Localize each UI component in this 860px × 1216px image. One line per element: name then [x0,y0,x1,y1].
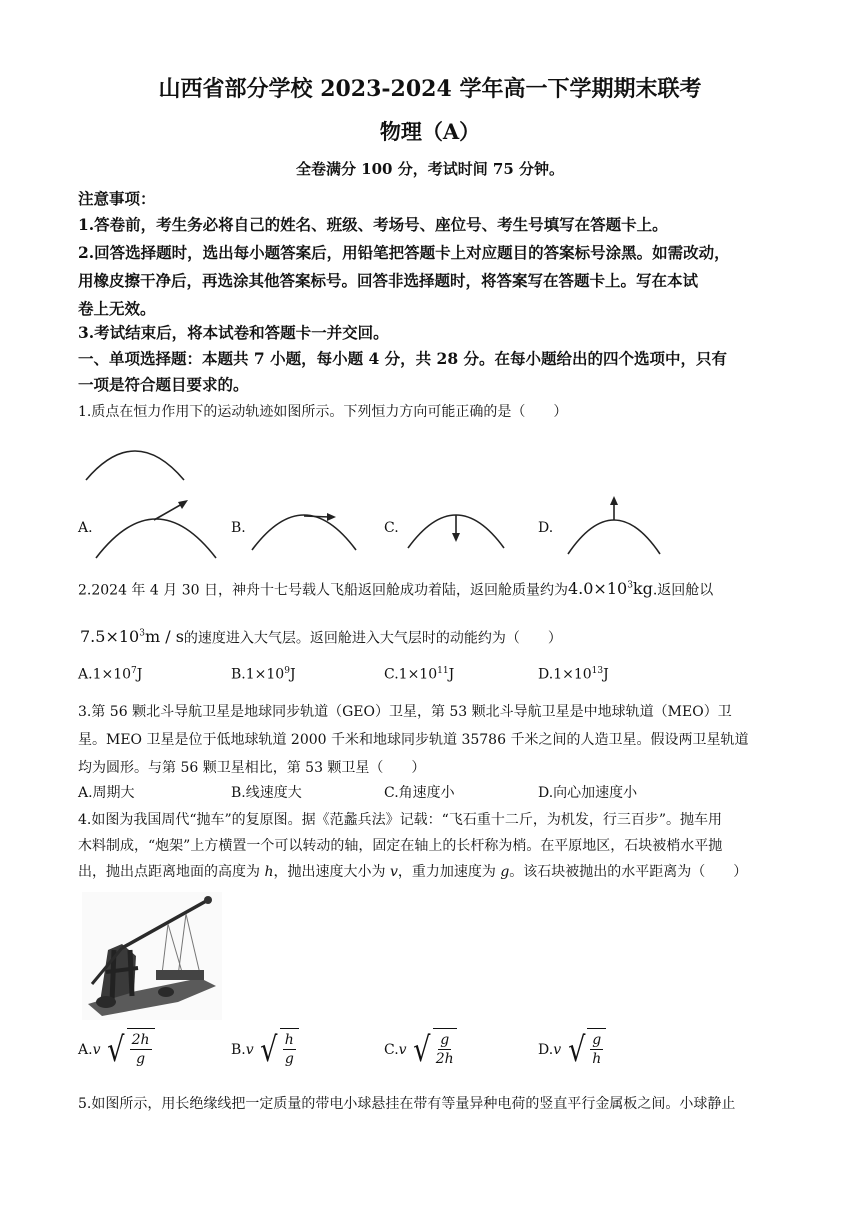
q4-option-a: A.v √ $\frac{2h}{g}$ [78,1032,155,1068]
section-1-heading-line-2: 一项是符合题目要求的。 [78,375,249,394]
exam-subject: 物理（A） [379,119,481,144]
q4-option-d: D.v √ $\frac{g}{h}$ [538,1032,606,1068]
section-1-heading-line-1: 一、单项选择题：本题共 7 小题，每小题 4 分，共 28 分。在每小题给出的四个选项中，只有 [78,349,728,368]
q4-option-c: C.v √ $\frac{g}{2h}$ [384,1032,457,1068]
q3-option-a: A.周期大 [78,785,135,801]
q1-option-c-label: C. [384,520,399,536]
q3-option-c: C.角速度小 [384,785,455,801]
q3-stem-line-1: 3.第 56 颗北斗导航卫星是地球同步轨道（GEO）卫星，第 53 颗北斗导航卫星是中地球轨道（MEO）卫 [78,704,732,720]
q1-trajectory-reference-curve [86,451,184,480]
q3-option-d: D.向心加速度小 [538,785,638,801]
q1-option-b-label: B. [231,520,246,536]
q2-mass-value: $4.0\times 10^3kg$ [567,579,653,599]
catapult-illustration [82,892,222,1020]
q1-option-a-label: A. [78,520,93,536]
q1-figures [78,430,798,570]
q4-stem-line-3: 出，抛出点距离地面的高度为 h，抛出速度大小为 v，重力加速度为 g。该石块被抛出的水平距离为（ ） [78,864,748,880]
q1-option-d-diagram [568,496,660,554]
q3-stem-line-3: 均为圆形。与第 56 颗卫星相比，第 53 颗卫星（ ） [78,760,426,776]
note-item-3: 3.考试结束后，将本试卷和答题卡一并交回。 [78,323,389,342]
q4-option-b: B.v √ $\frac{h}{g}$ [231,1032,299,1068]
q3-stem-line-2: 星。MEO 卫星是位于低地球轨道 2000 千米和地球同步轨道 35786 千米之间的人造卫星。假设两卫星轨道 [78,732,749,748]
q4-stem-line-2: 木料制成，“炮架”上方横置一个可以转动的轴，固定在轴上的长杆称为梢。在平原地区，石块被梢水平抛 [78,838,723,854]
q2-speed-value: $7.5\times 10^3m / s$ [80,627,184,647]
q2-option-a: $A.1\times 10^7J$ [78,666,143,683]
q1-option-b-diagram [252,513,356,550]
q4-stem-line-1: 4.如图为我国周代“抛车”的复原图。据《范蠡兵法》记载：“飞石重十二斤，为机发，行三百步”。抛车用 [78,812,722,828]
q2-stem-line-2: $7.5\times 10^3m / s$的速度进入大气层。返回舱进入大气层时的动能约为（ ） [80,627,562,647]
notes-heading: 注意事项： [78,189,156,208]
q2-stem-line-1: 2.2024 年 4 月 30 日，神舟十七号载人飞船返回舱成功着陆，返回舱质量约为$4.0\times 10^3kg$.返回舱以 [78,579,714,599]
q2-option-d: $D.1\times 10^{13}J$ [538,666,609,683]
note-item-1: 1.答卷前，考生务必将自己的姓名、班级、考场号、座位号、考生号填写在答题卡上。 [78,215,668,234]
q3-option-b: B.线速度大 [231,785,302,801]
q1-stem: 1.质点在恒力作用下的运动轨迹如图所示。下列恒力方向可能正确的是（ ） [78,404,568,420]
q2-option-c: $C.1\times 10^{11}J$ [384,666,455,683]
q2-option-b: $B.1\times 10^9J$ [231,666,296,683]
note-item-2-line-3: 卷上无效。 [78,299,156,318]
q5-stem-line-1: 5.如图所示，用长绝缘线把一定质量的带电小球悬挂在带有等量异种电荷的竖直平行金属板之间。小球静止 [78,1096,736,1112]
note-item-2-line-2: 用橡皮擦干净后，再选涂其他答案标号。回答非选择题时，将答案写在答题卡上。写在本试 [78,271,699,290]
q1-option-d-label: D. [538,520,554,536]
score-info: 全卷满分 100 分，考试时间 75 分钟。 [295,160,565,178]
note-item-2-line-1: 2.回答选择题时，选出每小题答案后，用铅笔把答题卡上对应题目的答案标号涂黑。如需改动， [78,243,730,262]
exam-title: 山西省部分学校 2023-2024 学年高一下学期期末联考 [158,76,702,102]
q1-option-a-diagram [96,500,216,558]
q1-option-c-diagram [408,515,504,548]
